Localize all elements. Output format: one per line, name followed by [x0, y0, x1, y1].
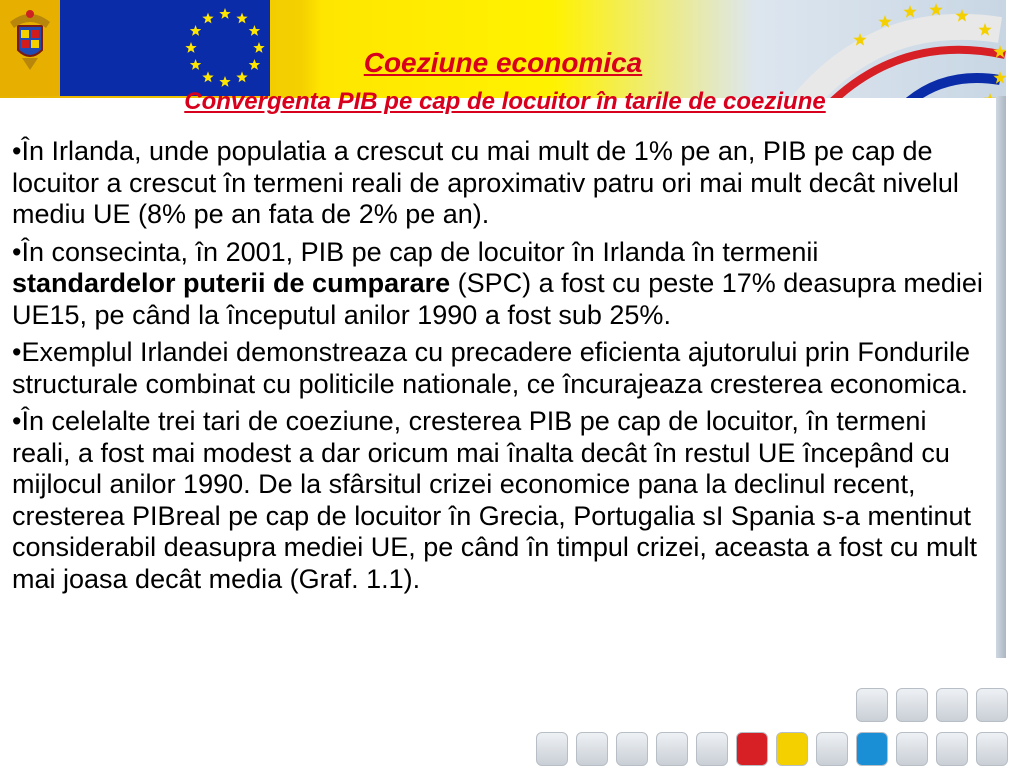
nav-button[interactable]	[936, 732, 968, 766]
nav-button[interactable]	[616, 732, 648, 766]
nav-button-red[interactable]	[736, 732, 768, 766]
nav-button[interactable]	[896, 732, 928, 766]
bullet-text: (SPC) a fost cu peste 17% deasupra mediei UE15, pe când la începutul anilor 1990 a fost sub 25%.	[12, 268, 983, 330]
nav-button[interactable]	[536, 732, 568, 766]
eu-star-icon	[190, 25, 202, 36]
nav-button[interactable]	[576, 732, 608, 766]
nav-button-yellow[interactable]	[776, 732, 808, 766]
bold-term: standardelor puterii de cumparare	[12, 268, 451, 298]
eu-star-icon	[202, 13, 213, 24]
eu-star-icon	[249, 25, 261, 36]
nav-button[interactable]	[936, 688, 968, 722]
bullet-paragraph-3: •Exemplul Irlandei demonstreaza cu precadere eficienta ajutorului prin Fondurile structurale combinat cu politicile nationale, ce încurajeaza cresterea economica.	[12, 337, 970, 399]
nav-button[interactable]	[856, 688, 888, 722]
swoosh-star-icon	[929, 3, 942, 16]
bullet-paragraph-4: •În celelalte trei tari de coeziune, cresterea PIB pe cap de locuitor, în termeni reali, a fost mai modest a dar oricum mai înalta decât în restul UE începând cu mijlocul anilor 1990. De la sfârsitul crizei economice pana la declinul recent, cresterea PIBreal pe cap de locuitor în Grecia, Portugalia sI Spania s-a mentinut considerabil deasupra mediei UE, pe când în timpul crizei, aceasta a fost cu mult mai joasa decât media (Graf. 1.1).	[12, 406, 977, 594]
eu-star-icon	[219, 8, 230, 19]
nav-button[interactable]	[696, 732, 728, 766]
bullet-paragraph-1: •În Irlanda, unde populatia a crescut cu mai mult de 1% pe an, PIB pe cap de locuitor a crescut în termeni reali de aproximativ patru ori mai mult decât nivelul mediu UE (8% pe an fata de 2% pe an).	[12, 136, 959, 229]
slide-navigation	[536, 686, 1024, 768]
bullet-paragraph-2	[12, 237, 987, 332]
swoosh-star-icon	[903, 5, 916, 18]
nav-button[interactable]	[896, 688, 928, 722]
right-side-bar	[996, 96, 1006, 658]
slide-subtitle: Convergenta PIB pe cap de locuitor în tarile de coeziune	[184, 88, 826, 115]
nav-button[interactable]	[656, 732, 688, 766]
nav-button[interactable]	[976, 732, 1008, 766]
slide-body	[12, 136, 987, 601]
eu-star-icon	[236, 13, 247, 24]
nav-button[interactable]	[976, 688, 1008, 722]
nav-button-blue[interactable]	[856, 732, 888, 766]
slide-title: Coeziune economica	[363, 47, 643, 78]
nav-button[interactable]	[816, 732, 848, 766]
bullet-text: •În consecinta, în 2001, PIB pe cap de locuitor în Irlanda în termenii	[12, 236, 819, 267]
